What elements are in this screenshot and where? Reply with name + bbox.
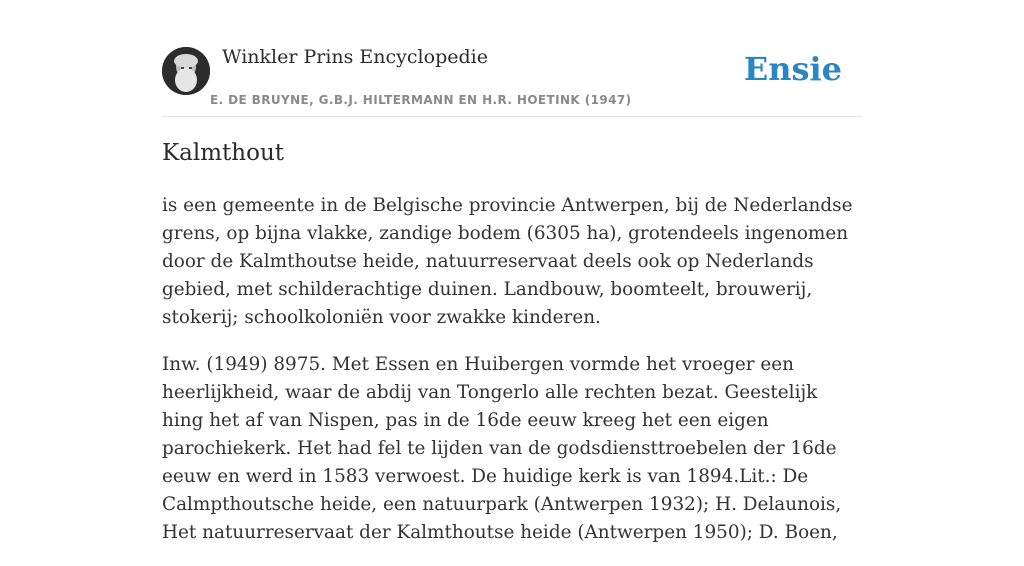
article-paragraph: is een gemeente in de Belgische provincie Antwerpen, bij de Nederlandse grens, op bijna vlakke, zandige bodem (6305 ha), grotendeels ingenomen door de Kalmthoutse heide, natuurreservaat deels ook op Nederlands gebied, met schilderachtige duinen. Landbouw, boomteelt, brouwerij, stokerij; schoolkoloniën voor zwakke kinderen.	[162, 195, 853, 328]
portrait-image	[162, 47, 210, 95]
header	[162, 40, 862, 117]
article-body	[162, 192, 862, 566]
publication-authors: E. DE BRUYNE, G.B.J. HILTERMANN EN H.R. HOETINK (1947)	[210, 93, 632, 107]
author-avatar[interactable]	[162, 47, 210, 95]
ensie-logo[interactable]: Ensie	[743, 50, 842, 88]
article-paragraph: Inw. (1949) 8975. Met Essen en Huibergen vormde het vroeger een heerlijkheid, waar de abdij van Tongerlo alle rechten bezat. Geestelijk hing het af van Nispen, pas in de 16de eeuw kreeg het een eigen parochiekerk. Het had fel te lijden van de godsdiensttroebelen der 16de eeuw en werd in 1583 verwoest. De huidige kerk is van 1894.Lit.: De Calmpthoutsche heide, een natuurpark (Antwerpen 1932); H. Delaunois, Het natuurreservaat der Kalmthoutse heide (Antwerpen 1950); D. Boen,	[162, 354, 842, 543]
article-title: Kalmthout	[162, 140, 285, 166]
publication-title[interactable]: Winkler Prins Encyclopedie	[222, 46, 488, 68]
